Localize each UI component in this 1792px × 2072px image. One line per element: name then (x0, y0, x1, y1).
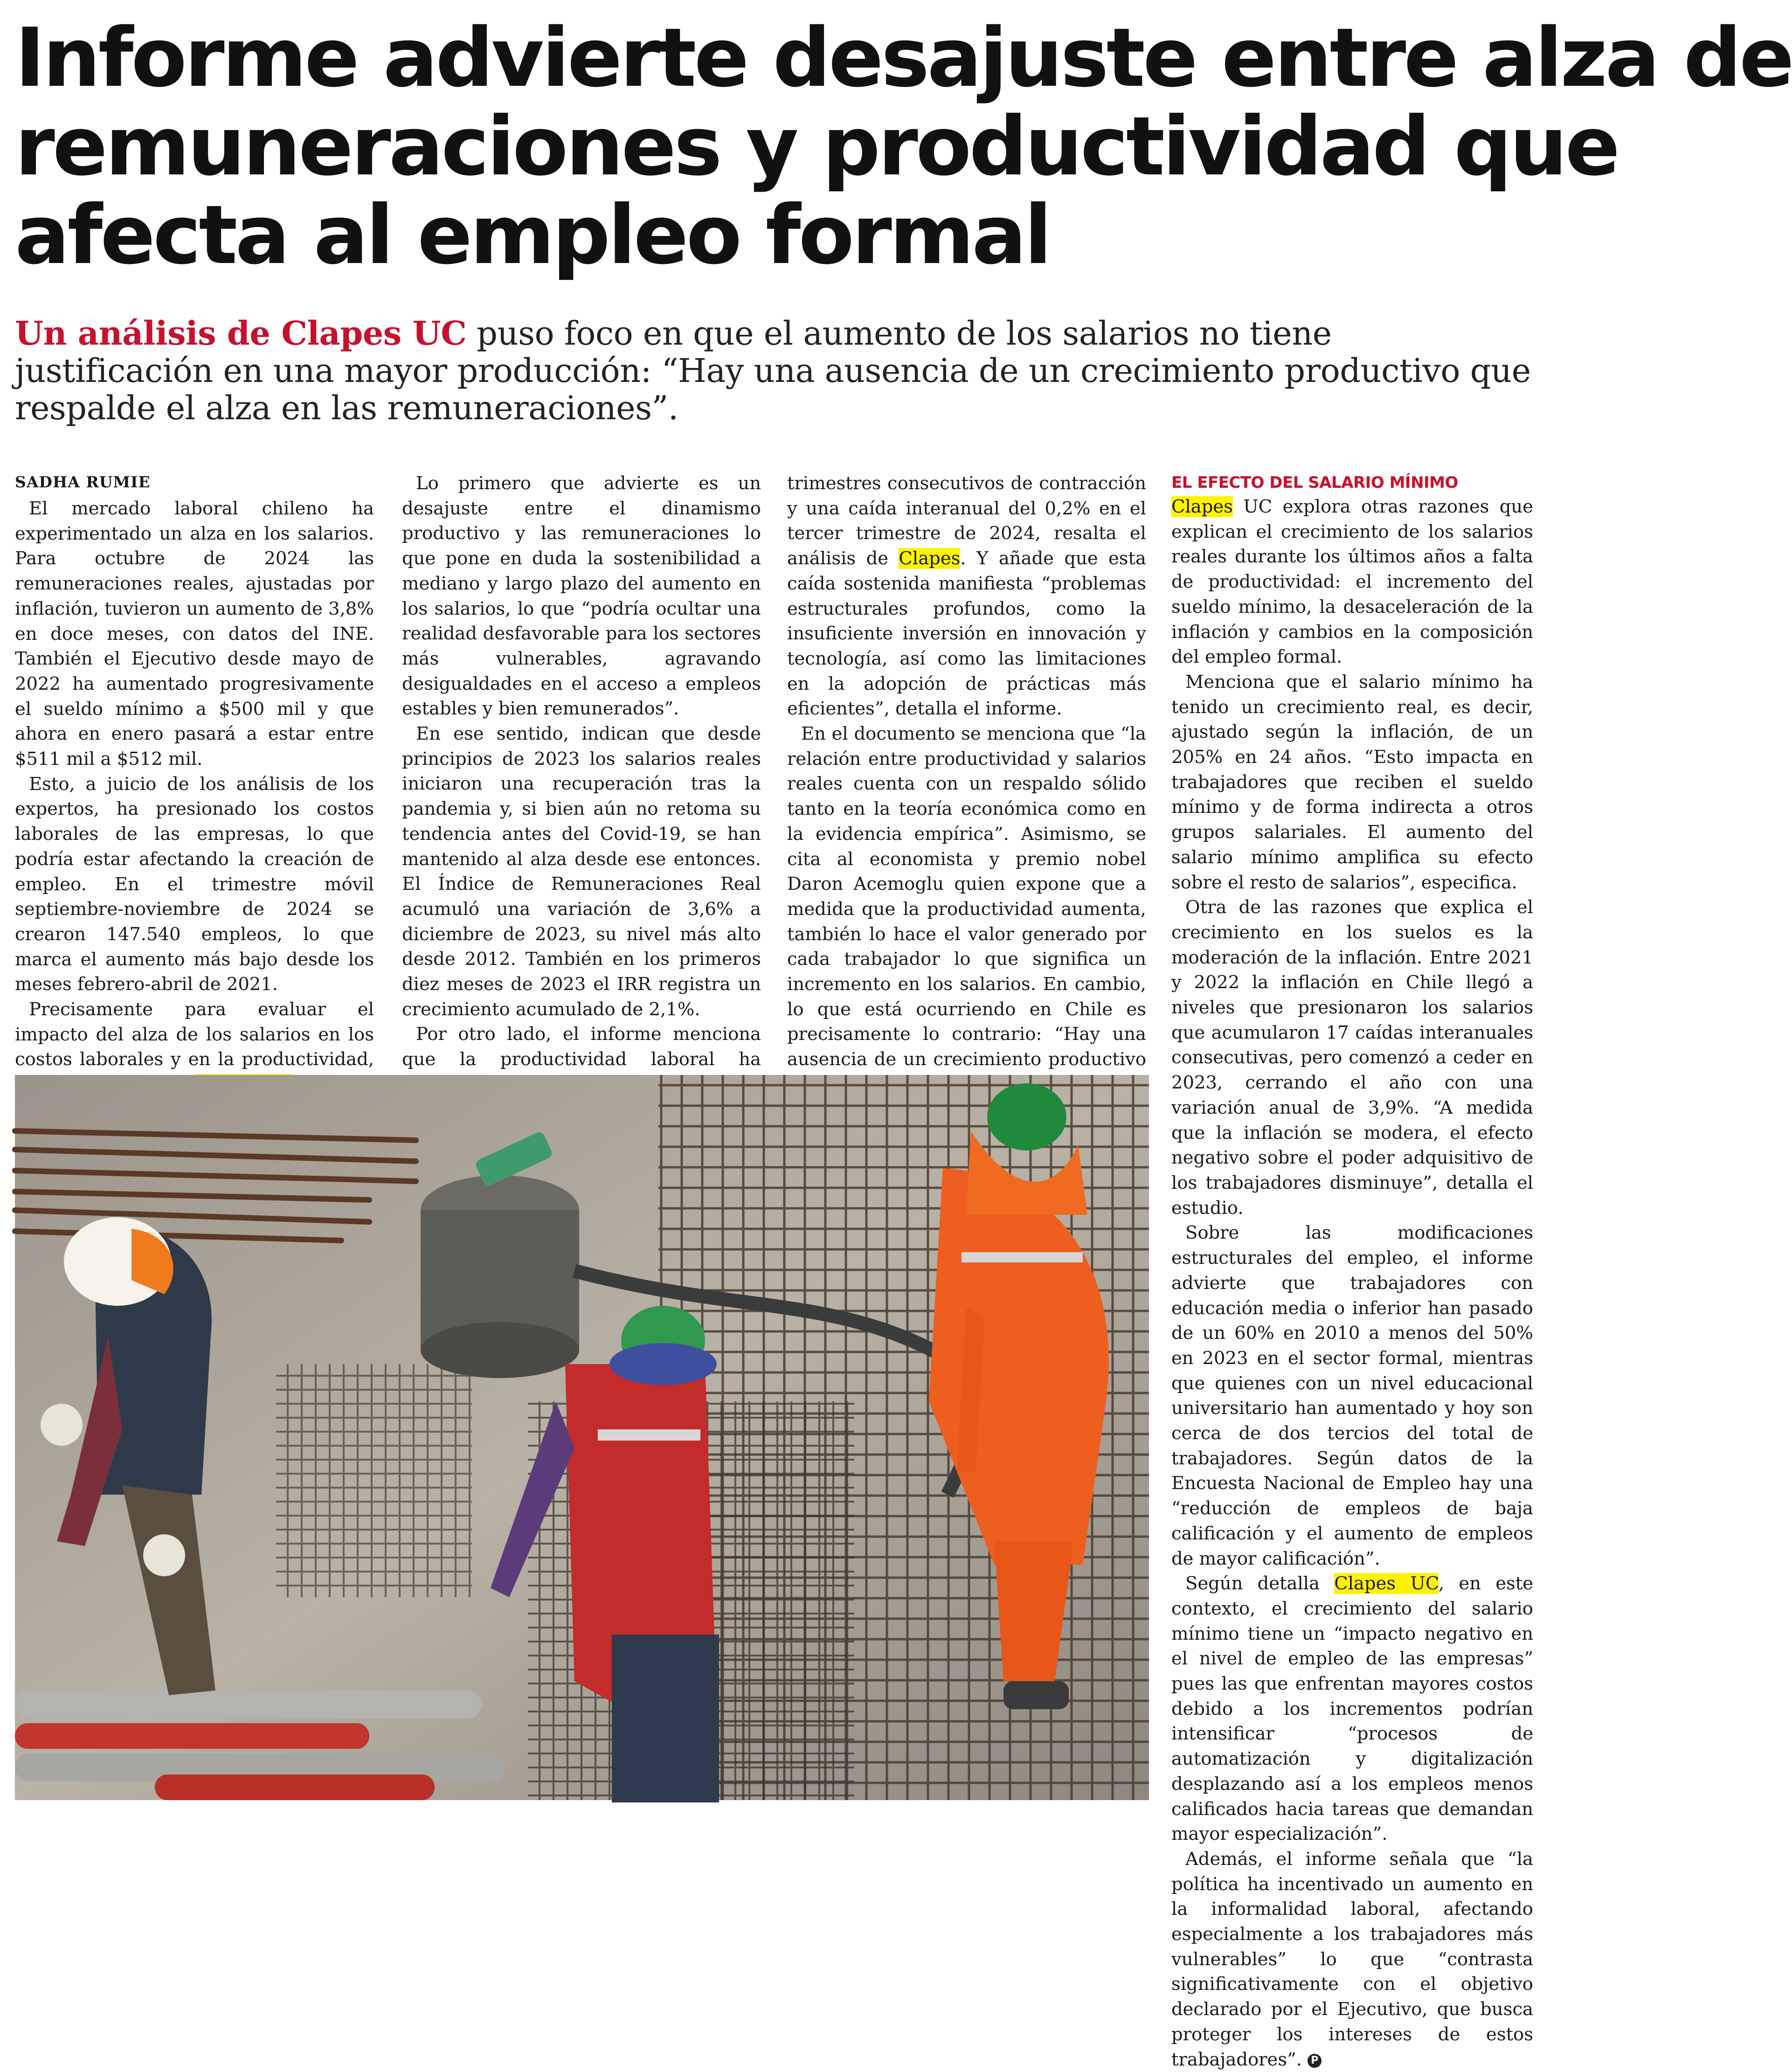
text: Además, el informe señala que “la política ha incentivado un aumento en la informalidad laboral, afectando especialmente a los trabajadores más vulnerables” lo que “contrasta significativamente con el objetivo declarado por el Ejecutivo, que busca proteger los intereses de estos trabajadores”. (1171, 1848, 1533, 2070)
headline (15, 11, 1792, 283)
byline: SADHA RUMIE (15, 473, 151, 491)
paragraph: Otra de las razones que explica el crecimiento en los suelos es la moderación de la inflación. Entre 2021 y 2022 la inflación en Chile llegó a niveles que presionaron los salarios que acumularon 17 caídas interanuales consecutivas, pero comenzó a ceder en 2023, cerrando el año con una variación anual de 3,9%. “A medida que la inflación se modera, el efecto negativo sobre el poder adquisitivo de los trabajadores disminuye”, detalla el estudio. (1171, 897, 1533, 1219)
paragraph: Por otro lado, el informe menciona que la productividad laboral ha (402, 1024, 761, 1070)
end-mark-icon: P (1308, 2054, 1322, 2068)
column-2 (402, 471, 761, 1172)
text: Según detalla (1185, 1573, 1335, 1594)
text: , en este contexto, el crecimiento del salario mínimo tiene un “impacto negativo en el nivel de empleo de las empresas” pues las que enfrentan mayores costos debido a los incrementos podrían intensificar “procesos de automatización y digitalización desplazando así a los empleos menos calificados hacia tareas que demandan mayor especialización”. (1171, 1573, 1534, 1845)
paragraph: En ese sentido, indican que desde principios de 2023 los salarios reales iniciaron una recuperación tras la pandemia y, si bien aún no retoma su tendencia antes del Covid-19, se han mantenido al alza desde ese entonces. El Índice de Remuneraciones Real acumuló una variación de 3,6% a diciembre de 2023, su nivel más alto desde 2012. También en los primeros diez meses de 2023 el IRR registra un crecimiento acumulado de 2,1%. (402, 723, 761, 1020)
paragraph (1171, 494, 1533, 670)
text: UC explora otras razones que explican el crecimiento de los salarios reales durante los últimos años a falta de productividad: el incremento del sueldo mínimo, la desaceleración de la inflación y cambios en la composición del empleo formal. (1171, 496, 1533, 668)
paragraph: Lo primero que advierte es un desajuste entre el dinamismo productivo y las remuneraciones lo que pone en duda la sostenibilidad a mediano y largo plazo del aumento en los salarios, lo que “podría ocultar una realidad desfavorable para los sectores más vulnerables, agravando desigualdades en el acceso a empleos estables y bien remunerados”. (402, 473, 761, 720)
rebar-grid (276, 1364, 472, 1597)
text: . Y añade que esta caída sostenida manifiesta “problemas estructurales profundos, como la insuficiente inversión en innovación y tecnología, así como las limitaciones en la adopción de prácticas más eficientes”, detalla el informe. (787, 548, 1146, 720)
column-3 (787, 471, 1146, 1147)
text: Precisamente para evaluar el impacto del alza de los salarios en los costos laborales y en la productividad, (15, 999, 374, 1070)
paragraph (787, 471, 1146, 721)
paragraph (1171, 1847, 1533, 2072)
headline-line: Informe advierte desajuste entre alza de (15, 11, 1792, 105)
text: trimestres consecutivos de contracción y una caída interanual del 0,2% en el tercer trimestre de 2024, resalta el análisis de (787, 473, 1146, 569)
deck-text: puso foco en que el aumento de los salarios no tiene justificación en una mayor producción: “Hay una ausencia de un crecimiento productivo que respalde el alza en las remuneraciones”. (15, 314, 1531, 427)
paragraph: Menciona que el salario mínimo ha tenido un crecimiento real, es decir, ajustado según la inflación, de un 205% en 24 años. “Esto impacta en trabajadores que reciben el sueldo mínimo y de forma indirecta a otros grupos salariales. El aumento del salario mínimo amplifica su efecto sobre el resto de salarios”, especifica. (1171, 671, 1533, 893)
text: En el documento se menciona que “la relación entre productividad y salarios reales cuenta con un respaldo sólido tanto en la teoría económica como en la evidencia empírica”. Asimismo, se cita al economista y premio nobel Daron Acemoglu quien expone que a medida que la productividad aumenta, también lo hace el valor generado por cada trabajador lo que significa un incremento en los salarios. En cambio, lo que está ocurriendo en Chile es precisamente lo contrario: “Hay una ausencia de un crecimiento productivo (787, 723, 1146, 1070)
paragraph: Esto, a juicio de los análisis de los expertos, ha presionado los costos laborales de las empresas, lo que podría estar afectando la creación de empleo. En el trimestre móvil septiembre-noviembre de 2024 se crearon 147.540 empleos, lo que marca el aumento más bajo desde los meses febrero-abril de 2021. (15, 773, 374, 995)
paragraph: El mercado laboral chileno ha experimentado un alza en los salarios. Para octubre de 2024 las remuneraciones reales, ajustadas por inflación, tuvieron un aumento de 3,8% en doce meses, con datos del INE. También el Ejecutivo desde mayo de 2022 ha aumentado progresivamente el sueldo mínimo a $500 mil y que ahora en enero pasará a estar entre $511 mil a $512 mil. (15, 498, 374, 770)
highlighted-text: Clapes (899, 548, 961, 569)
subheading: EL EFECTO DEL SALARIO MÍNIMO (1171, 473, 1458, 492)
paragraph: Sobre las modificaciones estructurales del empleo, el informe advierte que trabajadores con educación media o inferior han pasado de un 60% en 2010 a menos del 50% en 2023 en el sector formal, mientras que quienes con un nivel educacional universitario han aumentado y hoy son cerca de dos tercios del total de trabajadores. Según datos de la Encuesta Nacional de Empleo hay una “reducción de empleos de baja calificación y el aumento de empleos de mayor calificación”. (1171, 1222, 1533, 1569)
highlighted-text: Clapes (1171, 496, 1233, 517)
headline-line: remuneraciones y productividad que (15, 99, 1618, 194)
construction-workers-photo (15, 1075, 1149, 1800)
deck-lead: Un análisis de Clapes UC (15, 314, 467, 353)
highlighted-text: Clapes UC (1334, 1573, 1439, 1594)
column-4 (1171, 471, 1533, 2072)
headline-line: afecta al empleo formal (15, 188, 1050, 283)
paragraph (1171, 1571, 1533, 1847)
deck (15, 315, 1535, 427)
column-1 (15, 471, 374, 1172)
